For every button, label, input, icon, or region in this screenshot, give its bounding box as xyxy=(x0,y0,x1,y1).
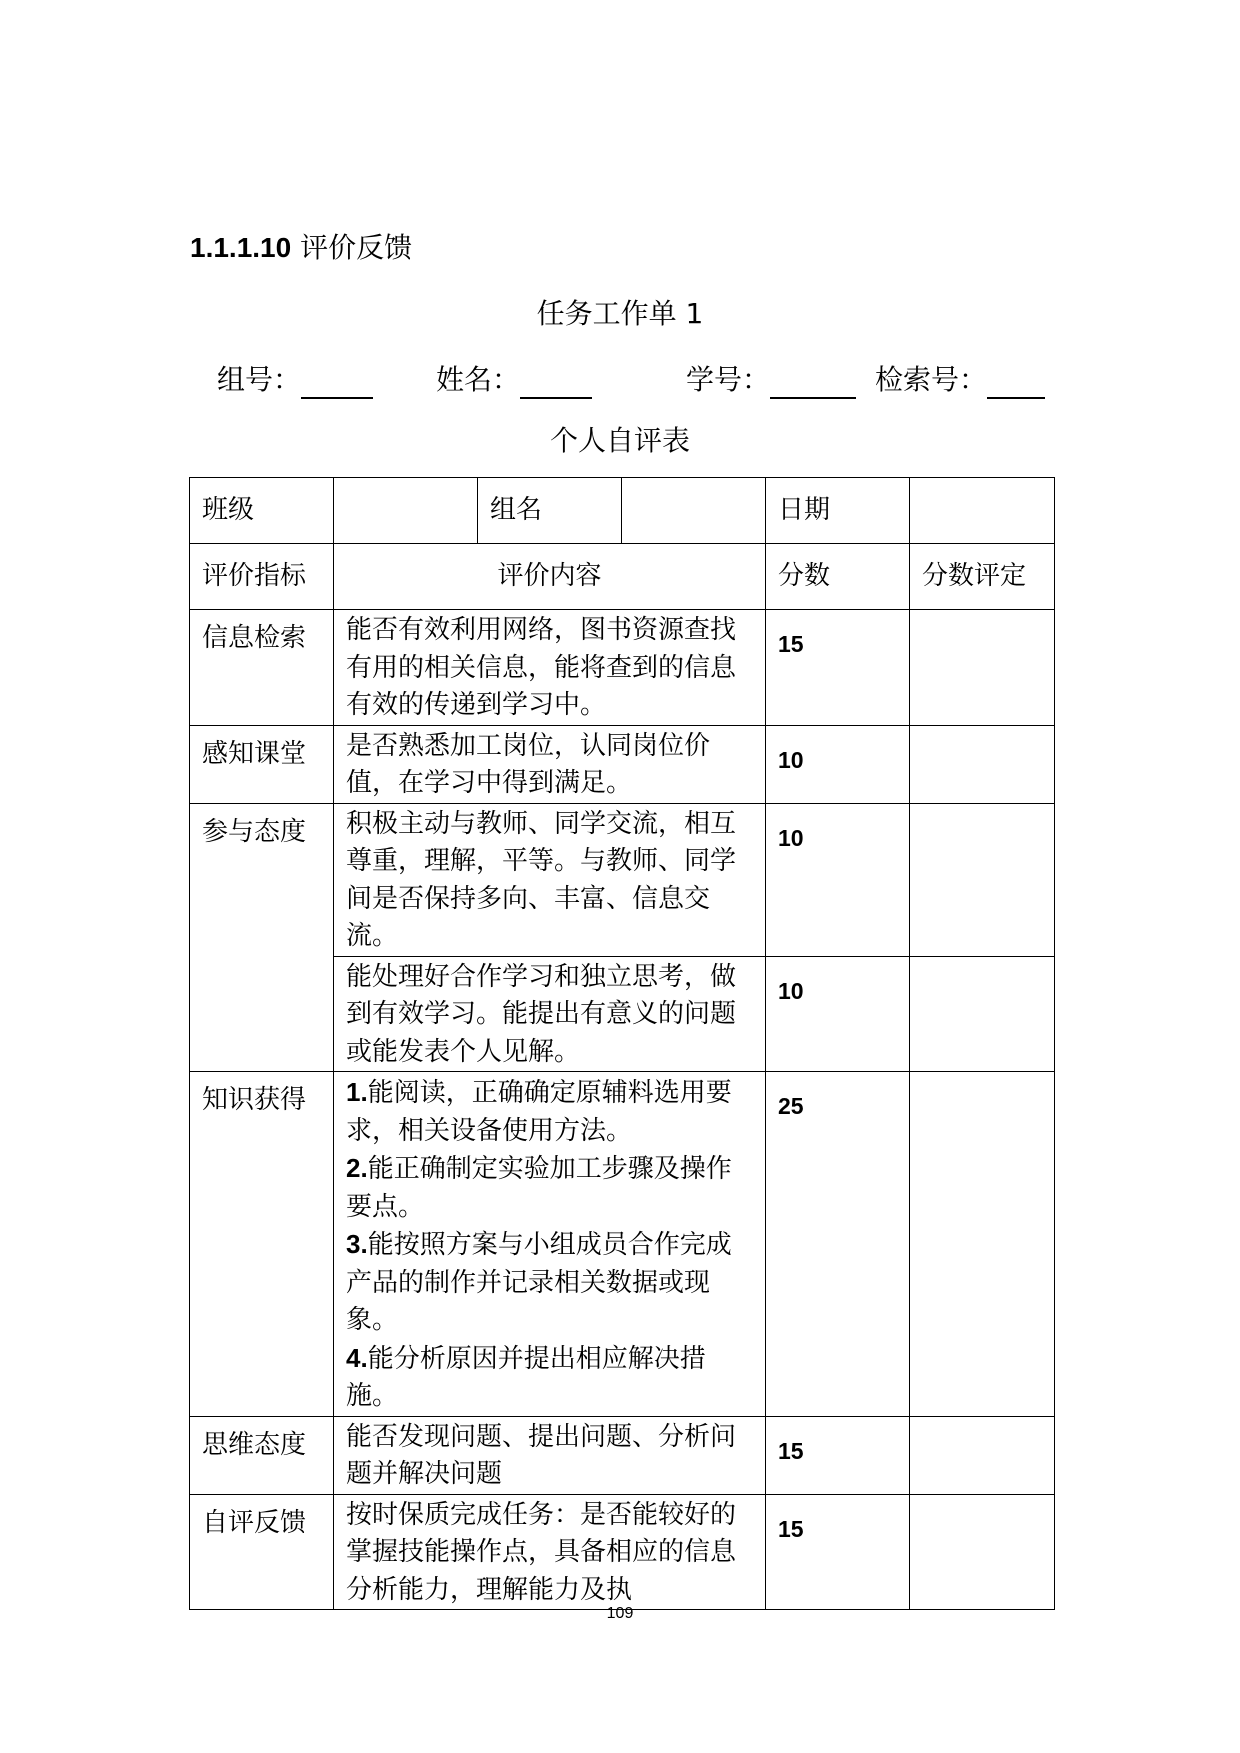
indicator-header: 评价指标 xyxy=(190,544,334,610)
table-row xyxy=(190,1072,1055,1417)
indicator-cell: 自评反馈 xyxy=(190,1494,334,1610)
rating-cell[interactable] xyxy=(910,956,1055,1072)
indicator-cell: 信息检索 xyxy=(190,610,334,726)
table-row xyxy=(190,610,1055,726)
group-number-blank[interactable] xyxy=(301,363,373,399)
rating-header: 分数评定 xyxy=(910,544,1055,610)
date-label: 日期 xyxy=(766,478,910,544)
student-number-label: 学号： xyxy=(686,363,771,396)
rating-cell[interactable] xyxy=(910,803,1055,956)
table-row xyxy=(190,803,1055,956)
form-title: 任务工作单 1 xyxy=(536,297,704,330)
section-heading xyxy=(190,228,412,268)
retrieval-number-blank[interactable] xyxy=(987,363,1045,399)
rating-cell[interactable] xyxy=(910,725,1055,803)
section-title: 评价反馈 xyxy=(300,231,413,264)
student-number-blank[interactable] xyxy=(770,363,856,399)
score-cell: 25 xyxy=(766,1072,910,1417)
content-point: 4.能分析原因并提出相应解决措施。 xyxy=(346,1342,706,1411)
rating-cell[interactable] xyxy=(910,610,1055,726)
rating-cell[interactable] xyxy=(910,1416,1055,1494)
table-row xyxy=(190,1494,1055,1610)
indicator-cell: 思维态度 xyxy=(190,1416,334,1494)
info-row xyxy=(190,478,1055,544)
retrieval-number-field[interactable] xyxy=(875,358,1045,402)
score-cell: 10 xyxy=(766,725,910,803)
name-blank[interactable] xyxy=(520,363,592,399)
score-cell: 15 xyxy=(766,1494,910,1610)
content-cell xyxy=(334,1072,766,1417)
score-cell: 10 xyxy=(766,803,910,956)
header-row xyxy=(190,544,1055,610)
content-cell: 积极主动与教师、同学交流，相互尊重，理解，平等。与教师、同学间是否保持多向、丰富、信息交流。 xyxy=(334,803,766,956)
retrieval-number-label: 检索号： xyxy=(875,363,988,396)
content-cell: 能否发现问题、提出问题、分析问题并解决问题 xyxy=(334,1416,766,1494)
content-cell: 按时保质完成任务：是否能较好的掌握技能操作点，具备相应的信息分析能力，理解能力及执 xyxy=(334,1494,766,1610)
name-field[interactable] xyxy=(436,358,592,402)
content-point: 3.能按照方案与小组成员合作完成产品的制作并记录相关数据或现象。 xyxy=(346,1229,732,1335)
score-header: 分数 xyxy=(766,544,910,610)
score-cell: 10 xyxy=(766,956,910,1072)
group-name-label: 组名 xyxy=(478,478,622,544)
group-name-value-cell[interactable] xyxy=(622,478,766,544)
table-row xyxy=(190,1416,1055,1494)
rating-cell[interactable] xyxy=(910,1494,1055,1610)
page-number: 109 xyxy=(606,1605,634,1622)
table-title: 个人自评表 xyxy=(549,424,690,457)
indicator-cell: 参与态度 xyxy=(190,803,334,1072)
content-point: 2.能正确制定实验加工步骤及操作要点。 xyxy=(346,1153,732,1222)
date-value-cell[interactable] xyxy=(910,478,1055,544)
score-cell: 15 xyxy=(766,1416,910,1494)
indicator-cell: 知识获得 xyxy=(190,1072,334,1417)
rating-cell[interactable] xyxy=(910,1072,1055,1417)
content-cell: 能处理好合作学习和独立思考，做到有效学习。能提出有意义的问题或能发表个人见解。 xyxy=(334,956,766,1072)
content-point: 1.能阅读，正确确定原辅料选用要求，相关设备使用方法。 xyxy=(346,1077,732,1146)
section-number: 1.1.1.10 xyxy=(190,232,292,263)
content-header: 评价内容 xyxy=(334,544,766,610)
class-value-cell[interactable] xyxy=(334,478,478,544)
content-cell: 能否有效利用网络，图书资源查找有用的相关信息，能将查到的信息有效的传递到学习中。 xyxy=(334,610,766,726)
group-number-label: 组号： xyxy=(217,363,302,396)
class-label: 班级 xyxy=(190,478,334,544)
table-row xyxy=(190,725,1055,803)
name-label: 姓名： xyxy=(436,363,521,396)
group-number-field[interactable] xyxy=(217,358,373,402)
self-evaluation-table xyxy=(189,477,1055,1610)
student-number-field[interactable] xyxy=(686,358,856,402)
content-cell: 是否熟悉加工岗位，认同岗位价值，在学习中得到满足。 xyxy=(334,725,766,803)
indicator-cell: 感知课堂 xyxy=(190,725,334,803)
score-cell: 15 xyxy=(766,610,910,726)
